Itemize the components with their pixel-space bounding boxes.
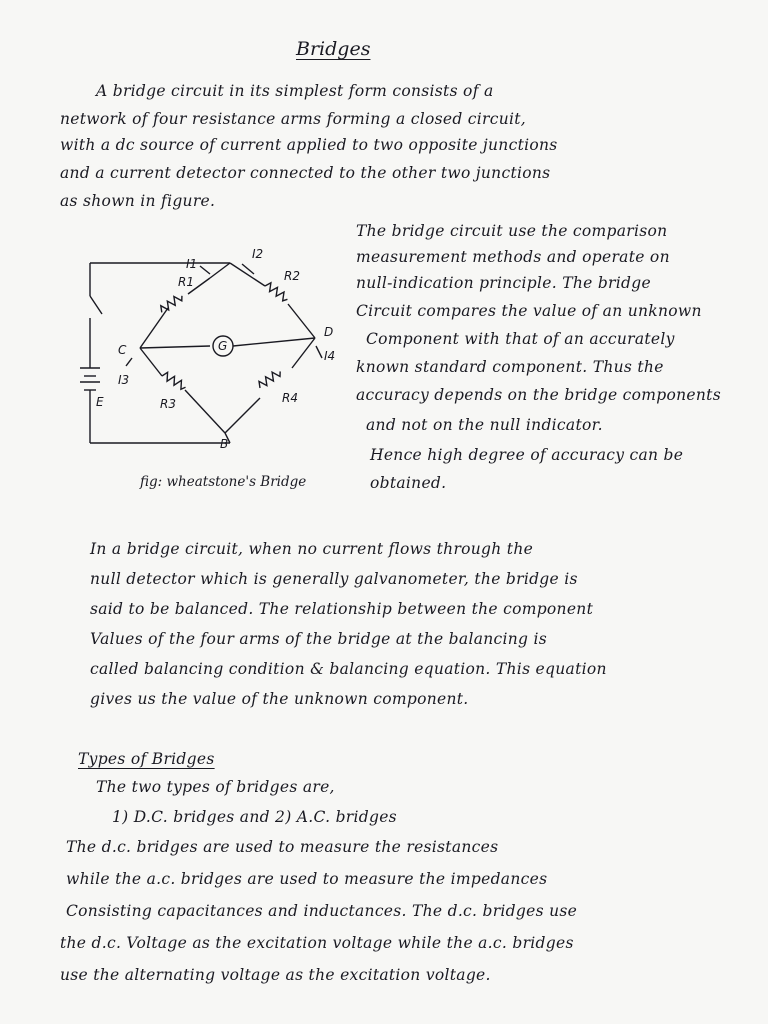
- label-b: B: [220, 437, 229, 451]
- types-line-1: The two types of bridges are,: [96, 778, 335, 796]
- side-line-1: The bridge circuit use the comparison: [356, 222, 668, 240]
- label-e: E: [96, 395, 104, 409]
- page-title: Bridges: [296, 38, 371, 60]
- label-r2: R2: [284, 269, 300, 283]
- types-line-6: the d.c. Voltage as the excitation voltage while the a.c. bridges: [60, 934, 574, 952]
- side-line-5: Component with that of an accurately: [366, 330, 675, 348]
- balance-line-4: Values of the four arms of the bridge at the balancing is: [90, 630, 548, 648]
- types-line-2: 1) D.C. bridges and 2) A.C. bridges: [112, 808, 397, 826]
- label-g: G: [218, 339, 228, 353]
- types-heading: Types of Bridges: [78, 750, 215, 768]
- intro-line-5: as shown in figure.: [60, 192, 216, 210]
- types-line-4: while the a.c. bridges are used to measure the impedances: [66, 870, 548, 888]
- intro-line-3: with a dc source of current applied to two opposite junctions: [60, 136, 558, 154]
- side-line-2: measurement methods and operate on: [356, 248, 670, 266]
- side-line-9: Hence high degree of accuracy can be: [370, 446, 684, 464]
- label-i4: I4: [324, 349, 336, 363]
- wheatstone-bridge-diagram: [60, 238, 350, 473]
- side-line-3: null-indication principle. The bridge: [356, 274, 651, 292]
- label-d: D: [324, 325, 334, 339]
- types-line-5: Consisting capacitances and inductances. The d.c. bridges use: [66, 902, 578, 920]
- balance-line-6: gives us the value of the unknown component.: [90, 690, 469, 708]
- label-c: C: [118, 343, 127, 357]
- label-i3: I3: [118, 373, 130, 387]
- types-line-3: The d.c. bridges are used to measure the resistances: [66, 838, 499, 856]
- balance-line-3: said to be balanced. The relationship between the component: [90, 600, 594, 618]
- side-line-10: obtained.: [370, 474, 447, 492]
- label-i2: I2: [252, 247, 264, 261]
- label-r4: R4: [282, 391, 298, 405]
- side-line-7: accuracy depends on the bridge components: [356, 386, 721, 404]
- intro-line-4: and a current detector connected to the other two junctions: [60, 164, 551, 182]
- label-r3: R3: [160, 397, 176, 411]
- balance-line-5: called balancing condition & balancing equation. This equation: [90, 660, 607, 678]
- figure-caption: fig: wheatstone's Bridge: [140, 474, 307, 490]
- intro-line-1: A bridge circuit in its simplest form consists of a: [96, 82, 494, 100]
- side-line-4: Circuit compares the value of an unknown: [356, 302, 702, 320]
- intro-line-2: network of four resistance arms forming a closed circuit,: [60, 110, 527, 128]
- label-r1: R1: [178, 275, 194, 289]
- balance-line-2: null detector which is generally galvanometer, the bridge is: [90, 570, 578, 588]
- side-line-8: and not on the null indicator.: [366, 416, 603, 434]
- side-line-6: known standard component. Thus the: [356, 358, 664, 376]
- types-line-7: use the alternating voltage as the excitation voltage.: [60, 966, 491, 984]
- balance-line-1: In a bridge circuit, when no current flows through the: [90, 540, 534, 558]
- label-i1: I1: [186, 257, 198, 271]
